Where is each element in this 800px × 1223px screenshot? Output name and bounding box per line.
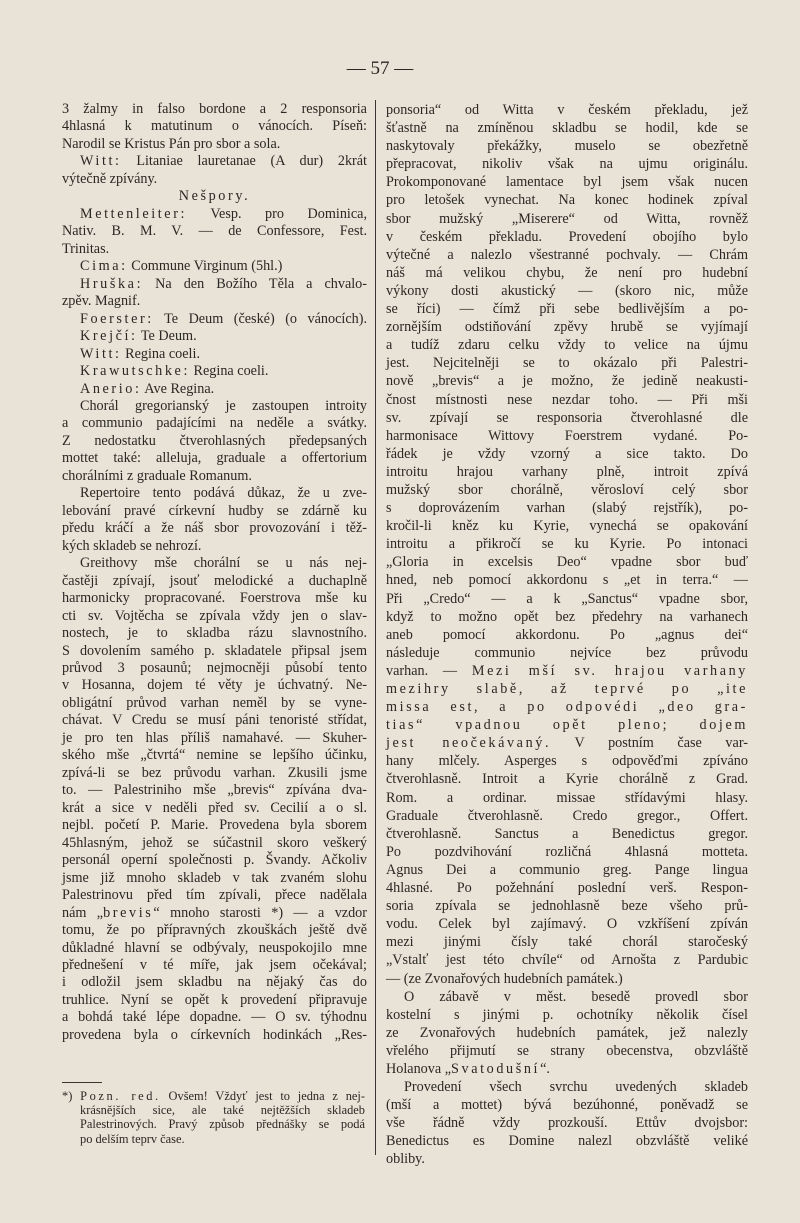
line-text: častěji zpívají, jsouť melodické a duchaplně — [62, 572, 367, 589]
text-line — [62, 241, 367, 258]
text-line — [386, 1024, 748, 1042]
line-text: pro letošek vynechat. Na konec hodinek zpíval — [386, 192, 748, 209]
right-column — [386, 101, 748, 1169]
text-line — [62, 520, 367, 537]
line-text: zpívá-li se bez průvodu varhan. Zkusili jsme — [62, 764, 367, 781]
text-line — [386, 789, 748, 807]
line-text: Agnus Dei a communio greg. Pange lingua — [386, 861, 748, 878]
line-text: ponsoria“ od Witta v českém překladu, jež — [386, 102, 748, 118]
text-line — [386, 535, 748, 553]
text-line — [386, 897, 748, 915]
text-line — [62, 1103, 365, 1117]
line-text: naskytovaly překážky, muselo se obezřetně — [386, 138, 748, 155]
text-line — [386, 210, 748, 228]
text-line — [386, 336, 748, 354]
text-line — [62, 747, 367, 764]
text-line — [62, 450, 367, 467]
line-text: šťastně na zmíněnou skladbu se hodil, kde se — [386, 120, 748, 137]
line-text: Chorál gregorianský je zastoupen introity — [80, 397, 367, 414]
text-line — [62, 153, 367, 170]
line-text: vše řádně vždy prozkouší. Ettův dvojsbor: — [386, 1115, 748, 1132]
text-line — [62, 643, 367, 660]
spaced-emphasis: Krawutschke: — [80, 363, 190, 380]
line-text: zornějším odstiňování zpěvy hrubě se vyjímají — [386, 319, 748, 336]
footnote-rule — [62, 1082, 102, 1083]
line-text: čtverohlasně. Sanctus a Benedictus gregor. — [386, 825, 748, 842]
spaced-emphasis: missa est, a po odpovédi „deo gra- — [386, 699, 748, 716]
line-text: řádek je vždy vzorný a sice takto. Do — [386, 445, 748, 462]
text-line — [386, 300, 748, 318]
line-text: krát a sice v neděli před sv. Cecilií a o sl. — [62, 799, 367, 816]
line-text: průvod 3 posaunů; nejmocněji působí tento — [62, 660, 367, 676]
line-text: Na den Božího Těla a chvalo- — [143, 275, 367, 292]
spaced-emphasis: Nešpory. — [178, 188, 251, 205]
text-line — [62, 118, 367, 135]
text-line — [62, 136, 367, 153]
line-text: kročil-li kněz ku Kyrie, vynechá se opakování — [386, 518, 748, 535]
text-line — [62, 468, 367, 485]
text-line — [386, 825, 748, 843]
line-text: „Gloria in excelsis Deo“ vpadne sbor buď — [386, 554, 748, 571]
text-line — [386, 970, 748, 988]
line-text: obligátní průvod varhan neměl by se vyne- — [62, 694, 367, 711]
line-text: výkony dosti akustický — (skoro nic, může — [386, 282, 748, 299]
line-text: zpěv. Magnif. — [62, 293, 141, 310]
line-text: “. — [540, 1060, 550, 1077]
spaced-emphasis: Hruška: — [80, 275, 144, 292]
spaced-emphasis: Cima: — [80, 258, 128, 275]
text-line — [62, 870, 367, 887]
line-text: „Vstalť jest této chvíle“ od Arnošta z Pardubic — [386, 952, 748, 969]
line-text: přepracovat, nikoliv však na ujmu originálu. — [386, 156, 748, 173]
text-line — [62, 1027, 367, 1044]
line-text: introitu hrajou varhany plně, introit zpívá — [386, 463, 748, 480]
text-line — [62, 940, 367, 957]
line-text: kostelní s jinými p. ochotníky několik čísel — [386, 1006, 748, 1023]
line-text: Greithovy mše chorální se u nás nej- — [80, 555, 367, 572]
line-text: 45hlasným, jehož se súčastnil skoro veškerý — [62, 834, 367, 851]
text-line — [386, 409, 748, 427]
line-text: Palestrinových. Pravý způsob přednášky se podá — [80, 1117, 365, 1132]
text-line — [386, 1096, 748, 1114]
text-line — [386, 662, 748, 680]
line-text: 3 žalmy in falso bordone a 2 responsoria — [62, 101, 367, 117]
line-text: (mší a mottet) bývá bezúhonné, poněvadž se — [386, 1097, 748, 1114]
text-line — [62, 730, 367, 747]
line-text: personál operní společnosti p. Švandy. Ačkoliv — [62, 852, 367, 869]
text-line — [386, 173, 748, 191]
text-line — [62, 852, 367, 869]
column-divider — [375, 100, 376, 1155]
line-text: aneb pomocí akkordonu. Po „agnus dei“ — [386, 626, 748, 643]
text-line — [386, 463, 748, 481]
spaced-emphasis: mezihry slabě, až teprvé po „ite — [386, 681, 748, 697]
line-text: Vesp. pro Dominica, — [187, 205, 367, 222]
text-line — [62, 415, 367, 432]
line-text: nově „brevis“ a je možno, že jedině neakusti- — [386, 373, 748, 390]
line-text: čtverohlasně. Introit a Kyrie chorálně z Grad. — [386, 771, 748, 788]
line-text: přednešení v té míře, jak jsem očekával; — [62, 956, 367, 973]
text-line — [62, 188, 367, 205]
text-line — [62, 538, 367, 555]
line-text: a bohdá také lépe dopadne. — O sv. týhodnu — [62, 1009, 367, 1026]
text-line — [62, 485, 367, 502]
line-text: jest. Nejcitelněji se to okázalo při Palestri- — [386, 355, 748, 372]
text-line — [386, 119, 748, 137]
text-line — [386, 608, 748, 626]
spaced-emphasis: brevis — [103, 904, 154, 921]
text-line — [386, 1150, 748, 1168]
line-text: Trinitas. — [62, 240, 110, 257]
line-text: 4hlasné. Po požehnání poslední verš. Respon- — [386, 880, 748, 897]
text-line — [386, 988, 748, 1006]
text-line — [62, 1009, 367, 1026]
text-line — [62, 258, 367, 275]
text-line — [62, 660, 367, 677]
footnote — [62, 1089, 365, 1146]
line-text: když to možno opět bez předehry na varhanech — [386, 608, 748, 625]
line-text: hany mlčely. Asperges s odpověďmi zpíváno — [386, 753, 748, 770]
line-text: cti sv. Vojtěcha se zpívala vždy jen o slav- — [62, 607, 367, 624]
line-text: důkladné hlavní se odbývaly, neuspokojilo mne — [62, 939, 367, 956]
text-line — [62, 101, 367, 118]
spaced-emphasis: Foerster: — [80, 310, 154, 327]
line-text: výtečné a nalezlo všestranné pochvaly. — Chrám — [386, 246, 748, 263]
spaced-emphasis: Anerio: — [80, 380, 142, 397]
line-text: i odložil jsem skladbu na nějaký čas do — [62, 974, 367, 991]
line-text: Repertoire tento podává důkaz, že u zve- — [80, 485, 367, 502]
spaced-emphasis: Svatodušní — [451, 1060, 541, 1077]
line-text: chorálními z graduale Romanum. — [62, 467, 252, 484]
line-text: ze Zvonařových hudebních památek, jež nalezly — [386, 1024, 748, 1041]
line-text: obliby. — [386, 1151, 425, 1168]
text-line — [386, 807, 748, 825]
text-line — [386, 915, 748, 933]
text-line — [386, 246, 748, 264]
text-line — [62, 311, 367, 328]
text-line — [386, 1114, 748, 1132]
text-line — [62, 206, 367, 223]
line-text: Graduale čtverohlasně. Credo gregor., Offert. — [386, 807, 748, 824]
text-line — [386, 318, 748, 336]
text-line — [386, 861, 748, 879]
line-text: Rom. a ordinar. missae střídavými hlasy. — [386, 789, 748, 806]
line-text: Te Deum (české) (o vánocích). — [153, 310, 367, 327]
spaced-emphasis: Witt: — [80, 345, 122, 362]
text-line — [386, 626, 748, 644]
text-line — [62, 276, 367, 293]
text-line — [62, 503, 367, 520]
text-line — [62, 922, 367, 939]
line-text: nejbl. početí P. Marie. Provedena byla sborem — [62, 817, 367, 834]
text-line — [386, 734, 748, 752]
text-line — [386, 228, 748, 246]
text-line — [386, 137, 748, 155]
line-text: varhan. — — [386, 662, 472, 679]
text-line — [386, 445, 748, 463]
text-line — [386, 499, 748, 517]
line-text: nostech, je to skladba rázu slavnostního. — [62, 625, 367, 642]
line-text: Narodil se Kristus Pán pro sbor a sola. — [62, 135, 281, 152]
text-line — [386, 571, 748, 589]
line-text: ského mše „čtvrtá“ nemine se lepšího účinku, — [62, 747, 367, 764]
text-line — [62, 433, 367, 450]
text-line — [386, 1078, 748, 1096]
line-text: O zábavě v měst. besedě provedl sbor — [404, 988, 748, 1005]
text-line — [386, 879, 748, 897]
line-text: provedena byla o církevních hodinkách „Res- — [62, 1026, 367, 1043]
line-text: chávat. V Credu se musí páni tenoristé střídat, — [62, 712, 367, 729]
line-text: Regina coeli. — [121, 345, 200, 362]
line-text: soria zpívala se jednohlasně beze všeho prů- — [386, 898, 748, 915]
line-text: harmonicky propracované. Foerstrova mše ku — [62, 590, 367, 607]
line-text: nám „ — [62, 904, 104, 921]
line-text: 4hlasná k matutinum o vánocích. Píseň: — [62, 118, 367, 135]
text-line — [386, 680, 748, 698]
line-text: kých skladeb se nehrozí. — [62, 537, 202, 554]
text-line — [386, 951, 748, 969]
text-line — [386, 372, 748, 390]
text-line — [386, 264, 748, 282]
text-line — [62, 817, 367, 834]
text-line — [386, 843, 748, 861]
text-line — [386, 101, 748, 119]
text-line — [386, 590, 748, 608]
line-text: V postním čase var- — [551, 735, 748, 752]
text-line — [62, 1132, 365, 1146]
text-line — [386, 1006, 748, 1024]
line-text: to. — Palestriniho mše „brevis“ zpívána dva- — [62, 782, 367, 799]
text-line — [386, 517, 748, 535]
line-text: harmonisace Wittovy Foerstrem vydané. Po- — [386, 427, 748, 444]
line-text: vodu. Celek byl zajímavý. O vzkříšení zpíván — [386, 916, 748, 933]
text-line — [62, 905, 367, 922]
text-line — [62, 381, 367, 398]
line-text: Litaniae lauretanae (A dur) 2krát — [121, 153, 367, 170]
text-line — [62, 555, 367, 572]
line-text: — (ze Zvonařových hudebních památek.) — [386, 970, 623, 987]
spaced-emphasis: jest neočekávaný. — [386, 735, 552, 752]
line-text: “ mnoho starosti *) — a vzdor — [153, 904, 367, 921]
text-line — [62, 1117, 365, 1131]
line-text: Ovšem! Vždyť jest to jedna z nej- — [160, 1089, 365, 1103]
text-line — [386, 933, 748, 951]
line-text: mužský sbor chorálně, věrosloví celý sbor — [386, 481, 748, 498]
text-line — [386, 716, 748, 734]
line-text: sbor mužský „Miserere“ od Witta, rovněž — [386, 210, 748, 227]
text-line — [62, 800, 367, 817]
text-line — [386, 155, 748, 173]
spaced-emphasis: tias“ vpadnou opět pleno; dojem — [386, 717, 748, 734]
line-text: lebování pravé církevní hudby se zdárně ku — [62, 502, 367, 519]
line-text: hned, neb pomocí akkordonu s „et in terra.“ — — [386, 572, 748, 589]
line-text: Z nedostatku čtverohlasných předepsaných — [62, 432, 367, 449]
line-text: po delším teprv čase. — [80, 1131, 185, 1146]
line-text: a communio padajícími na neděle a svátky. — [62, 415, 367, 432]
text-line — [386, 354, 748, 372]
text-line — [62, 974, 367, 991]
line-text: krásnějších sice, ale také nejtěžších skladeb — [80, 1103, 365, 1118]
line-text: v českém překladu. Provedení obojího bylo — [386, 228, 748, 245]
text-line — [62, 590, 367, 607]
line-text: *) — [62, 1089, 81, 1103]
spaced-emphasis: Mettenleiter: — [80, 205, 188, 222]
line-text: truhlice. Nyní se opět k provedení připravuje — [62, 991, 367, 1008]
line-text: Commune Virginum (5hl.) — [127, 258, 283, 275]
spaced-emphasis: Krejčí: — [80, 328, 138, 345]
line-text: je pro ten hlas příliš namahavé. — Skuher- — [62, 729, 367, 746]
text-line — [62, 346, 367, 363]
line-text: mottet také: alleluja, graduale a offertorium — [62, 450, 367, 467]
text-line — [386, 1060, 748, 1078]
spaced-emphasis: Witt: — [80, 153, 122, 170]
text-line — [62, 223, 367, 240]
text-line — [62, 171, 367, 188]
text-line — [62, 887, 367, 904]
line-text: Benedictus es Domine nalezl obzvláště veliké — [386, 1133, 748, 1150]
text-line — [386, 698, 748, 716]
line-text: Provedení všech svrchu uvedených skladeb — [404, 1079, 748, 1096]
line-text: a tudíž zdaru celku vždy to velice na újmu — [386, 337, 748, 354]
text-line — [62, 782, 367, 799]
text-line — [62, 293, 367, 310]
text-line — [386, 644, 748, 662]
text-line — [386, 391, 748, 409]
line-text: tomu, že po přípravných zkouškách ještě dvě — [62, 922, 367, 939]
line-text: v Hosanna, dojem té věty je úchvatný. Ne- — [62, 677, 367, 694]
line-text: S dovolením samého p. skladatele připsal jsem — [62, 642, 367, 659]
text-line — [386, 481, 748, 499]
text-line — [386, 752, 748, 770]
line-text: Při „Credo“ — a k „Sanctus“ vpadne sbor, — [386, 590, 748, 607]
line-text: výtečně zpívány. — [62, 170, 158, 187]
line-text: Regina coeli. — [190, 363, 269, 380]
text-line — [386, 553, 748, 571]
text-line — [62, 695, 367, 712]
text-line — [62, 328, 367, 345]
line-text: Nativ. B. M. V. — de Confessore, Fest. — [62, 223, 367, 240]
line-text: Te Deum. — [137, 328, 197, 345]
left-column — [62, 101, 367, 1044]
text-line — [62, 677, 367, 694]
text-line — [62, 835, 367, 852]
text-line — [62, 398, 367, 415]
line-text: následuje communio nejvíce bez průvodu — [386, 644, 748, 661]
line-text: introitu a přikročí se ku Kyrie. Po intonaci — [386, 536, 748, 553]
text-line — [62, 573, 367, 590]
text-line — [386, 282, 748, 300]
line-text: Ave Regina. — [141, 380, 215, 397]
line-text: Holanova „ — [386, 1060, 452, 1077]
line-text: Prokomponované lamentace byl jsem však nucen — [386, 174, 748, 191]
text-line — [386, 427, 748, 445]
line-text: vřelého přijmutí se strany obecenstva, obzvláště — [386, 1042, 748, 1059]
text-line — [62, 992, 367, 1009]
line-text: sv. zpívají se responsoria čtverohlasné dle — [386, 409, 748, 426]
line-text: Po pozdvihování rozličná 4hlasná motteta. — [386, 843, 748, 860]
line-text: se říci) — čímž při sebe bedlivějším a po- — [386, 301, 748, 318]
page-number: — 57 — — [346, 58, 414, 79]
text-line — [62, 712, 367, 729]
text-line — [386, 770, 748, 788]
spaced-emphasis: Mezi mší sv. hrajou varhany — [471, 662, 749, 679]
spaced-emphasis: Pozn. red. — [80, 1089, 161, 1103]
text-line — [62, 957, 367, 974]
line-text: náš má velikou chybu, že není pro hudební — [386, 264, 748, 281]
text-line — [62, 765, 367, 782]
text-line — [386, 1132, 748, 1150]
line-text: Palestrinovu před tím zpívali, přece nadělala — [62, 887, 367, 904]
text-line — [62, 363, 367, 380]
line-text: s doprovázením varhan (slabý rejstřík), po- — [386, 500, 748, 517]
text-line — [62, 608, 367, 625]
text-line — [62, 625, 367, 642]
line-text: čnost místnosti nese nezdar toho. — Při mši — [386, 391, 748, 408]
text-line — [62, 1089, 365, 1103]
line-text: předu kráčí a že náš sbor provozování i těž- — [62, 520, 367, 537]
text-line — [386, 191, 748, 209]
line-text: mezi jinými čísly také chorál staročeský — [386, 934, 748, 951]
text-line — [386, 1042, 748, 1060]
line-text: jsme již mnoho skladeb v tak zvaném slohu — [62, 869, 367, 886]
